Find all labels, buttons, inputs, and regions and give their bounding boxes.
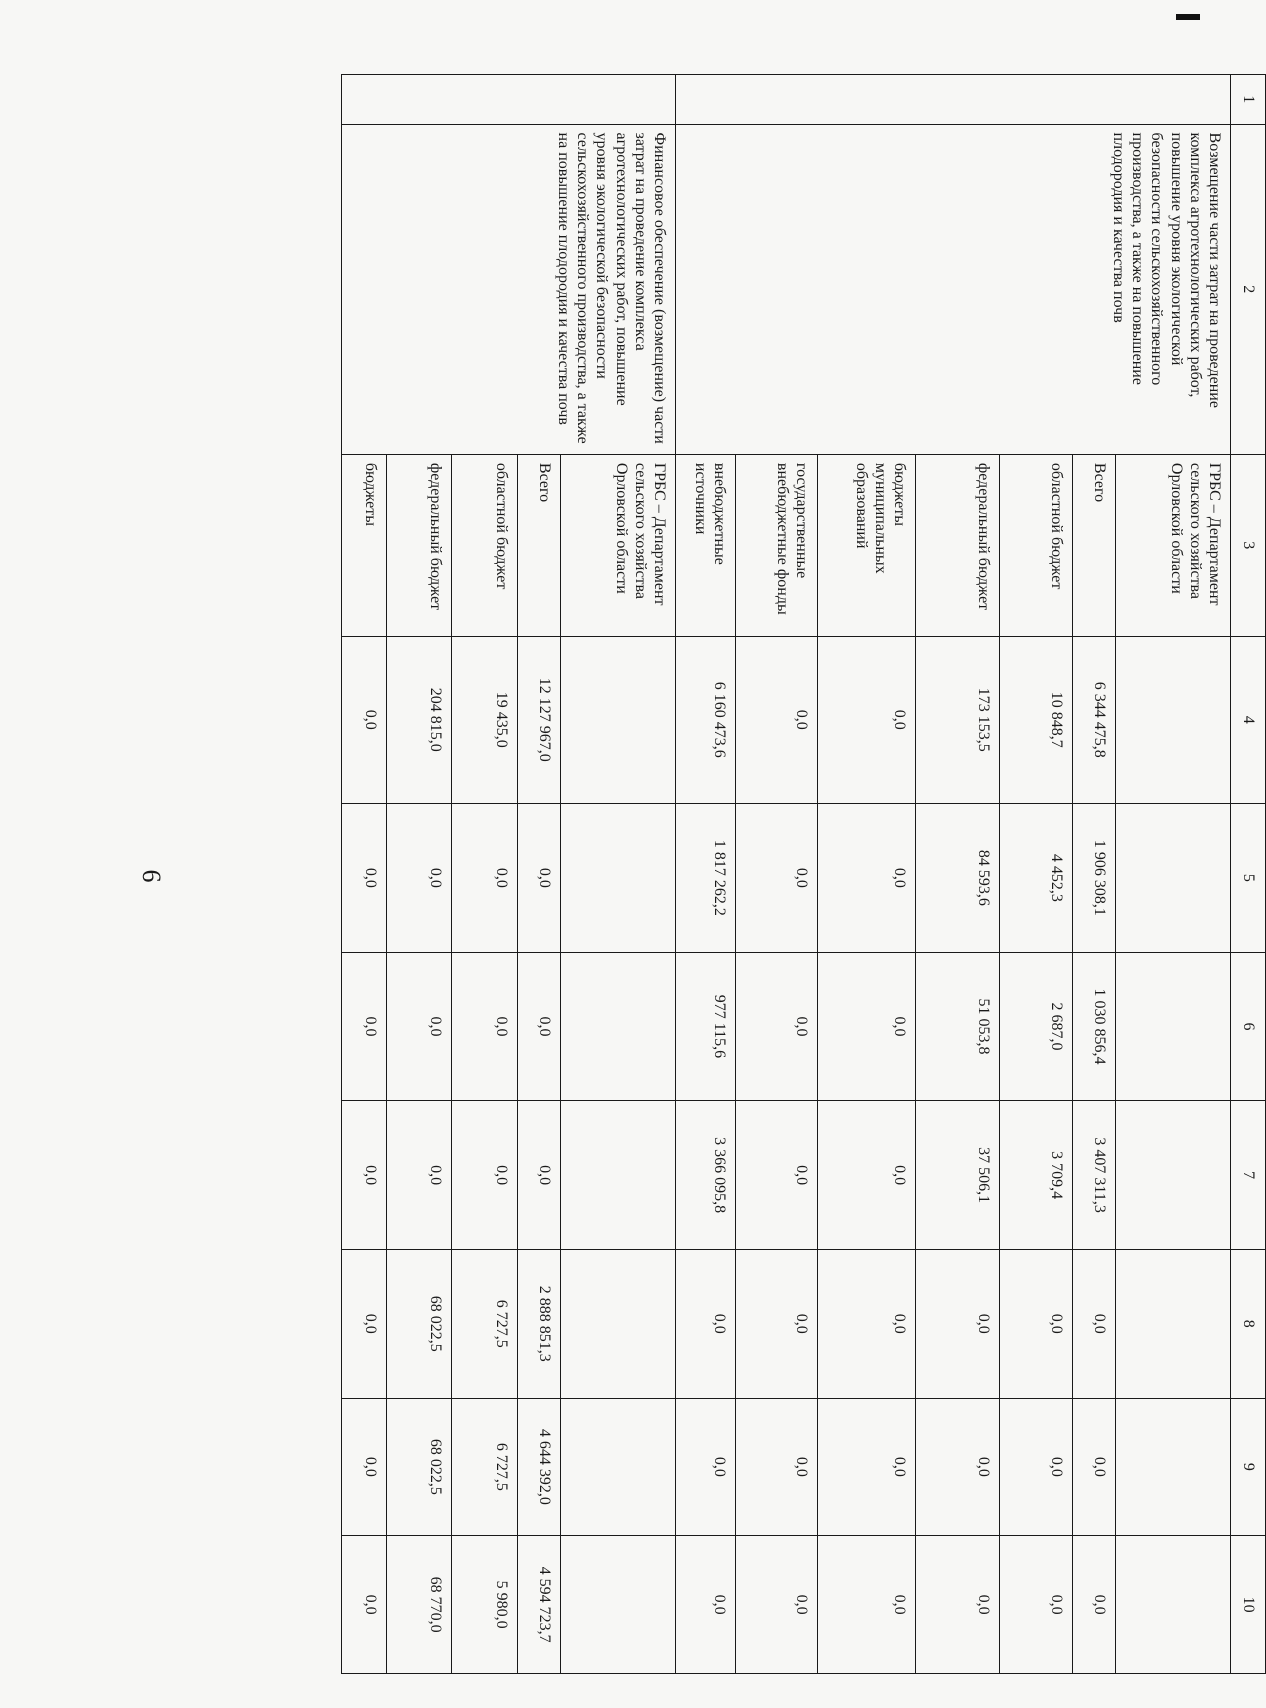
row-number-cell [676,75,1231,125]
measure-description: Возмещение части затрат на проведение комплекса агротехнологических работ, повышение уровня экологической безопасности сельскохозяйственного производства, а также на повышение плодородия и качества почв [676,124,1231,454]
funding-source: бюджеты муниципальных образований [818,454,916,636]
amount-cell [561,636,676,803]
amount-cell: 0,0 [676,1536,736,1674]
amount-cell [561,803,676,952]
amount-cell: 0,0 [1000,1249,1073,1398]
amount-cell: 4 644 392,0 [518,1398,561,1536]
amount-cell: 19 435,0 [452,636,518,803]
amount-cell: 977 115,6 [676,952,736,1101]
amount-cell: 0,0 [342,803,387,952]
amount-cell: 4 594 723,7 [518,1536,561,1674]
amount-cell: 0,0 [676,1398,736,1536]
amount-cell: 0,0 [1073,1398,1116,1536]
table-row [561,75,676,1674]
amount-cell: 1 906 308,1 [1073,803,1116,952]
amount-cell: 84 593,6 [916,803,1000,952]
amount-cell: 1 030 856,4 [1073,952,1116,1101]
amount-cell: 0,0 [736,1398,818,1536]
amount-cell: 0,0 [736,636,818,803]
amount-cell: 0,0 [518,1101,561,1250]
amount-cell: 0,0 [818,1249,916,1398]
amount-cell: 2 888 851,3 [518,1249,561,1398]
amount-cell: 0,0 [916,1536,1000,1674]
column-number: 5 [1231,803,1266,952]
amount-cell: 0,0 [736,1249,818,1398]
amount-cell: 68 022,5 [387,1249,452,1398]
amount-cell: 0,0 [1073,1536,1116,1674]
amount-cell: 0,0 [342,1398,387,1536]
amount-cell: 0,0 [342,636,387,803]
column-number: 7 [1231,1101,1266,1250]
amount-cell: 0,0 [387,1101,452,1250]
amount-cell: 204 815,0 [387,636,452,803]
amount-cell: 3 407 311,3 [1073,1101,1116,1250]
amount-cell: 0,0 [818,1536,916,1674]
amount-cell: 0,0 [818,803,916,952]
amount-cell: 0,0 [916,1249,1000,1398]
amount-cell: 1 817 262,2 [676,803,736,952]
funding-source: бюджеты [342,454,387,636]
amount-cell: 2 687,0 [1000,952,1073,1101]
amount-cell: 0,0 [342,952,387,1101]
funding-source: федеральный бюджет [387,454,452,636]
amount-cell: 6 727,5 [452,1249,518,1398]
amount-cell: 37 506,1 [916,1101,1000,1250]
amount-cell: 6 727,5 [452,1398,518,1536]
amount-cell: 3 709,4 [1000,1101,1073,1250]
amount-cell [561,1101,676,1250]
amount-cell: 12 127 967,0 [518,636,561,803]
amount-cell: 0,0 [736,1536,818,1674]
amount-cell: 0,0 [818,1101,916,1250]
amount-cell [561,1398,676,1536]
column-number: 3 [1231,454,1266,636]
amount-cell [561,952,676,1101]
amount-cell: 3 366 095,8 [676,1101,736,1250]
funding-source: ГРБС – Департамент сельского хозяйства Орловской области [561,454,676,636]
amount-cell: 6 344 475,8 [1073,636,1116,803]
amount-cell [1116,636,1231,803]
amount-cell: 0,0 [452,952,518,1101]
amount-cell: 0,0 [518,803,561,952]
funding-source: Всего [1073,454,1116,636]
amount-cell: 0,0 [342,1101,387,1250]
amount-cell: 0,0 [387,952,452,1101]
amount-cell: 0,0 [1000,1536,1073,1674]
measure-description: Финансовое обеспечение (возмещение) части затрат на проведение комплекса агротехнологических работ, повышение уровня экологической безопасности сельскохозяйственного производства, а также на повышение плодородия и качества почв [342,124,676,454]
column-number: 9 [1231,1398,1266,1536]
amount-cell [1116,1101,1231,1250]
amount-cell [1116,952,1231,1101]
amount-cell: 4 452,3 [1000,803,1073,952]
column-number: 8 [1231,1249,1266,1398]
amount-cell: 6 160 473,6 [676,636,736,803]
funding-source: областной бюджет [1000,454,1073,636]
row-number-cell [342,75,676,125]
amount-cell: 5 980,0 [452,1536,518,1674]
amount-cell [561,1249,676,1398]
column-number-row [1231,75,1266,1674]
amount-cell [1116,1398,1231,1536]
amount-cell [1116,803,1231,952]
amount-cell: 68 770,0 [387,1536,452,1674]
funding-source: областной бюджет [452,454,518,636]
column-number: 6 [1231,952,1266,1101]
amount-cell: 10 848,7 [1000,636,1073,803]
amount-cell: 0,0 [818,636,916,803]
column-number: 1 [1231,75,1266,125]
amount-cell: 0,0 [1000,1398,1073,1536]
amount-cell: 0,0 [518,952,561,1101]
budget-table [341,74,1266,1674]
funding-source: внебюджетные источники [676,454,736,636]
amount-cell: 0,0 [818,952,916,1101]
amount-cell [1116,1536,1231,1674]
amount-cell: 0,0 [452,803,518,952]
funding-source: государственные внебюджетные фонды [736,454,818,636]
page-number: 6 [137,869,166,883]
rotated-page [137,74,1266,1674]
amount-cell: 0,0 [342,1249,387,1398]
funding-source: ГРБС – Департамент сельского хозяйства Орловской области [1116,454,1231,636]
amount-cell: 51 053,8 [916,952,1000,1101]
amount-cell: 0,0 [676,1249,736,1398]
funding-source: федеральный бюджет [916,454,1000,636]
column-number: 4 [1231,636,1266,803]
column-number: 2 [1231,124,1266,454]
table-row [1116,75,1231,1674]
amount-cell: 0,0 [387,803,452,952]
amount-cell: 0,0 [736,1101,818,1250]
amount-cell: 0,0 [736,952,818,1101]
amount-cell: 68 022,5 [387,1398,452,1536]
amount-cell: 0,0 [818,1398,916,1536]
amount-cell: 0,0 [452,1101,518,1250]
page-edge-mark [1176,14,1200,20]
amount-cell: 0,0 [916,1398,1000,1536]
amount-cell: 0,0 [736,803,818,952]
amount-cell [561,1536,676,1674]
amount-cell: 173 153,5 [916,636,1000,803]
column-number: 10 [1231,1536,1266,1674]
amount-cell: 0,0 [1073,1249,1116,1398]
amount-cell: 0,0 [342,1536,387,1674]
funding-source: Всего [518,454,561,636]
amount-cell [1116,1249,1231,1398]
